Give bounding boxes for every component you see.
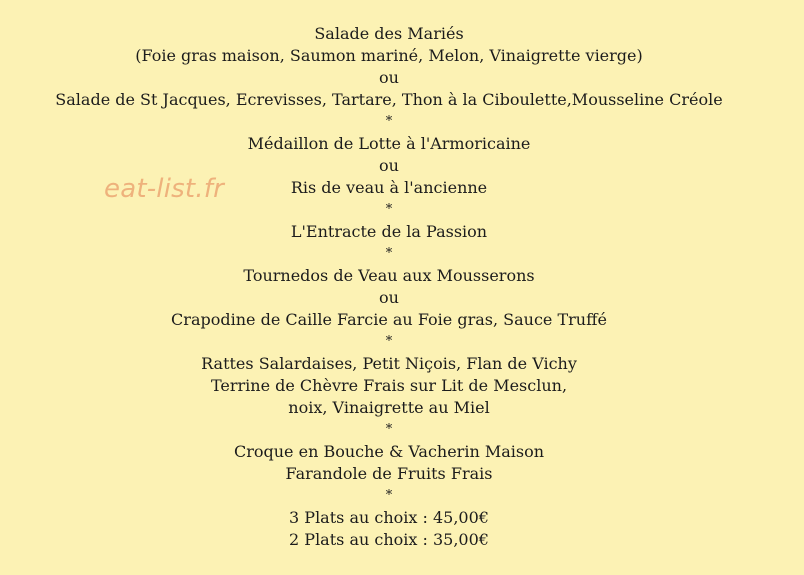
menu-separator: * — [385, 246, 393, 261]
menu-line: Crapodine de Caille Farcie au Foie gras, Sauce Truffé — [171, 310, 607, 329]
menu-line-or: ou — [379, 156, 399, 175]
menu-line: Terrine de Chèvre Frais sur Lit de Mesclun, — [210, 376, 568, 395]
menu-line: Médaillon de Lotte à l'Armoricaine — [247, 134, 531, 153]
menu-price-line: 2 Plats au choix : 35,00€ — [289, 530, 489, 549]
menu-line: Tournedos de Veau aux Mousserons — [243, 266, 535, 285]
watermark-logo: eat-list.fr — [104, 174, 224, 204]
menu-line: noix, Vinaigrette au Miel — [288, 398, 490, 417]
menu-price-line: 3 Plats au choix : 45,00€ — [289, 508, 489, 527]
menu-separator: * — [385, 334, 393, 349]
menu-separator: * — [385, 114, 393, 129]
menu-line: Farandole de Fruits Frais — [285, 464, 493, 483]
menu-line-or: ou — [379, 288, 399, 307]
menu-line: Rattes Salardaises, Petit Niçois, Flan de Vichy — [201, 354, 577, 373]
menu-line: Croque en Bouche & Vacherin Maison — [233, 442, 545, 461]
menu-line: Salade des Mariés — [314, 24, 464, 43]
menu-line: L'Entracte de la Passion — [290, 222, 488, 241]
menu-separator: * — [385, 202, 393, 217]
menu-line: Ris de veau à l'ancienne — [290, 178, 488, 197]
menu-text — [0, 23, 778, 551]
menu-separator: * — [385, 422, 393, 437]
menu-line: (Foie gras maison, Saumon mariné, Melon, Vinaigrette vierge) — [135, 46, 643, 65]
menu-separator: * — [385, 488, 393, 503]
menu-line: Salade de St Jacques, Ecrevisses, Tartare, Thon à la Ciboulette,Mousseline Créole — [55, 90, 723, 109]
menu-line-or: ou — [379, 68, 399, 87]
